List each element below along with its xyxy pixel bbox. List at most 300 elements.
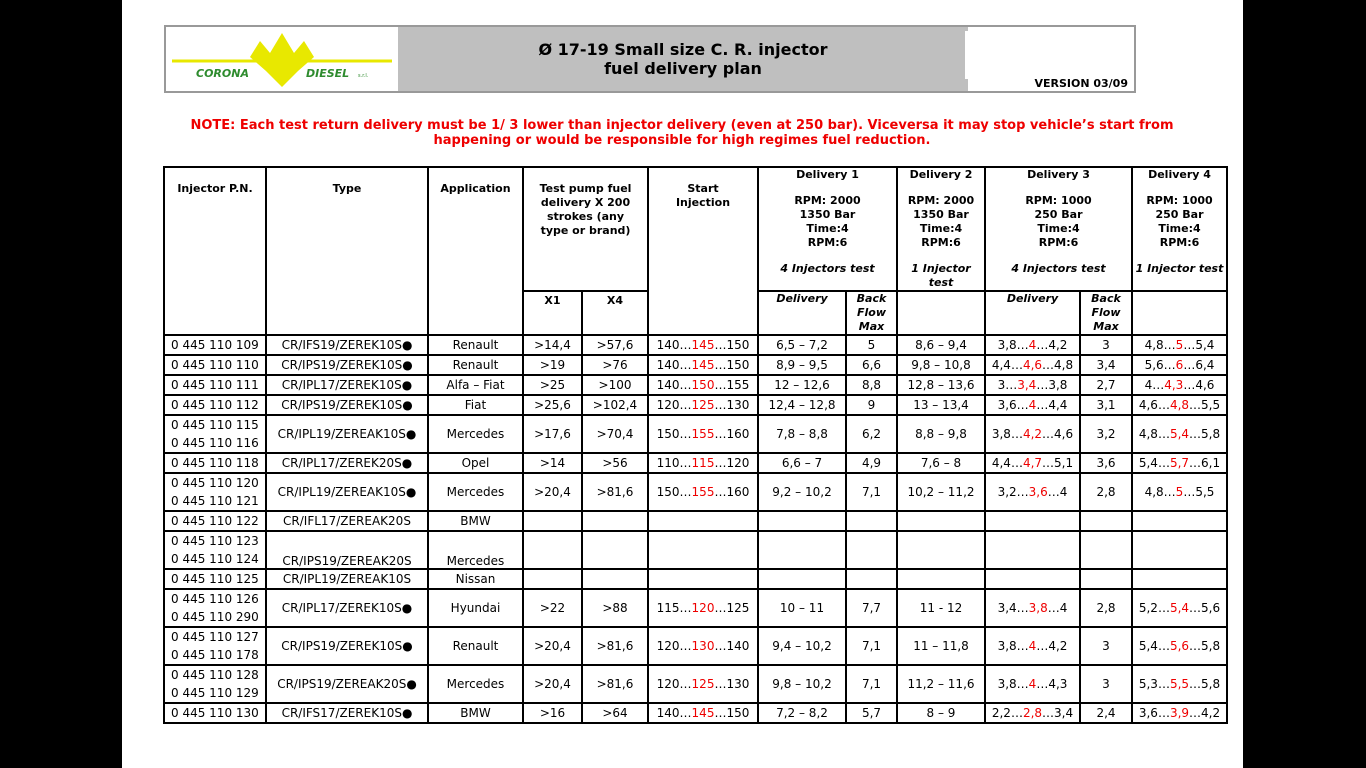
cell-delivery-2: 11 – 11,8 [897, 627, 985, 665]
cell-pn [164, 395, 266, 415]
cell-backflow-1: 6,6 [846, 355, 897, 375]
cell-delivery-3 [985, 627, 1080, 665]
col-header-delivery-3-backflow: Back Flow Max [1080, 291, 1132, 335]
cell-delivery-2: 13 – 13,4 [897, 395, 985, 415]
cell-delivery-4-mid: 4,8 [1169, 398, 1190, 412]
cell-type: CR/IPL17/ZEREK20S● [266, 453, 428, 473]
logo-text-left: CORONA [196, 67, 249, 80]
col-header-delivery-1-delivery: Delivery [758, 291, 846, 335]
cell-backflow-1: 9 [846, 395, 897, 415]
cell-start-injection-low: 120… [656, 639, 692, 653]
cell-start-injection-low: 115… [656, 601, 692, 615]
cell-start-injection-low: 120… [656, 677, 692, 691]
cell-delivery-2: 11 - 12 [897, 589, 985, 627]
cell-start-injection-high: …130 [714, 398, 750, 412]
cell-delivery-4-high: …5,8 [1189, 677, 1221, 691]
table-row [164, 531, 1227, 569]
cell-delivery-4-mid: 5,6 [1169, 639, 1190, 653]
cell-backflow-1: 8,8 [846, 375, 897, 395]
cell-delivery-4-low: 5,2… [1138, 601, 1170, 615]
cell-type: CR/IPS19/ZEREK10S● [266, 395, 428, 415]
cell-delivery-3-high: …4,2 [1036, 338, 1068, 352]
cell-start-injection [648, 473, 758, 511]
cell-start-injection-mid: 145 [691, 358, 715, 372]
cell-x4: >56 [582, 453, 648, 473]
table-row [164, 703, 1227, 723]
cell-x1: >19 [523, 355, 582, 375]
part-number: 0 445 110 110 [171, 358, 259, 372]
cell-application: Renault [428, 627, 523, 665]
cell-delivery-3-low: 4,4… [991, 456, 1023, 470]
cell-delivery-3-low: 3,6… [997, 398, 1029, 412]
cell-delivery-4 [1132, 335, 1227, 355]
cell-backflow-3 [1080, 531, 1132, 569]
cell-pn [164, 355, 266, 375]
cell-start-injection-mid: 145 [691, 706, 715, 720]
cell-delivery-3-low: 4,4… [991, 358, 1023, 372]
document-title: Ø 17-19 Small size C. R. injector [538, 40, 828, 59]
cell-delivery-4-low: 4,8… [1144, 485, 1176, 499]
cell-x1: >25,6 [523, 395, 582, 415]
cell-start-injection-low: 140… [656, 358, 692, 372]
cell-delivery-3-high: …4,2 [1036, 639, 1068, 653]
cell-x4: >76 [582, 355, 648, 375]
cell-pn [164, 665, 266, 703]
cell-delivery-4-high: …4,2 [1189, 706, 1221, 720]
cell-start-injection [648, 511, 758, 531]
cell-delivery-1: 6,5 – 7,2 [758, 335, 846, 355]
cell-pn [164, 335, 266, 355]
cell-x1: >20,4 [523, 627, 582, 665]
cell-pn [164, 415, 266, 453]
cell-delivery-3-mid: 2,8 [1022, 706, 1043, 720]
cell-start-injection [648, 703, 758, 723]
cell-delivery-4-mid: 6 [1175, 358, 1184, 372]
cell-delivery-4-high: …5,4 [1183, 338, 1215, 352]
cell-delivery-4-mid: 3,9 [1169, 706, 1190, 720]
cell-delivery-3 [985, 453, 1080, 473]
cell-x1 [523, 569, 582, 589]
cell-delivery-4 [1132, 375, 1227, 395]
cell-delivery-3-mid: 4,2 [1022, 427, 1043, 441]
cell-delivery-2 [897, 511, 985, 531]
cell-backflow-3: 3 [1080, 335, 1132, 355]
cell-start-injection-mid: 120 [691, 601, 715, 615]
cell-start-injection-high: …150 [714, 706, 750, 720]
cell-backflow-3: 2,8 [1080, 473, 1132, 511]
cell-application: Renault [428, 355, 523, 375]
table-row [164, 627, 1227, 665]
cell-x4: >81,6 [582, 627, 648, 665]
cell-type: CR/IFS19/ZEREK10S● [266, 335, 428, 355]
cell-delivery-3-mid: 3,8 [1028, 601, 1048, 615]
table-row [164, 375, 1227, 395]
part-number: 0 445 110 116 [171, 436, 259, 450]
cell-delivery-4 [1132, 665, 1227, 703]
part-number: 0 445 110 124 [171, 552, 259, 566]
cell-delivery-1: 9,4 – 10,2 [758, 627, 846, 665]
cell-x1: >20,4 [523, 473, 582, 511]
cell-delivery-3-high: …4 [1047, 601, 1068, 615]
cell-delivery-3-low: 2,2… [991, 706, 1023, 720]
cell-delivery-4 [1132, 355, 1227, 375]
col-header-application: Application [428, 167, 523, 335]
cell-pn [164, 703, 266, 723]
table-row [164, 511, 1227, 531]
cell-delivery-1 [758, 531, 846, 569]
table-row [164, 589, 1227, 627]
logo-text-suffix: s.r.l. [358, 73, 369, 79]
cell-delivery-4-low: 5,4… [1138, 639, 1170, 653]
col-header-start-injection: Start Injection [648, 167, 758, 335]
part-number: 0 445 110 112 [171, 398, 259, 412]
cell-backflow-3: 3,4 [1080, 355, 1132, 375]
cell-delivery-4-low: 4,8… [1138, 427, 1170, 441]
cell-delivery-3-low: 3,8… [997, 639, 1029, 653]
cell-delivery-1: 12 – 12,6 [758, 375, 846, 395]
cell-x1: >22 [523, 589, 582, 627]
cell-backflow-1: 7,1 [846, 627, 897, 665]
table-row [164, 453, 1227, 473]
cell-delivery-4-mid: 5 [1175, 485, 1184, 499]
cell-delivery-3 [985, 335, 1080, 355]
cell-delivery-3-mid: 4 [1028, 677, 1037, 691]
col-header-delivery-2-blank [897, 291, 985, 335]
delivery-table [163, 166, 1228, 724]
version-label: VERSION 03/09 [1034, 77, 1128, 90]
cell-start-injection [648, 627, 758, 665]
cell-delivery-3 [985, 665, 1080, 703]
col-header-type: Type [266, 167, 428, 335]
logo-text-right: DIESEL [306, 67, 350, 80]
cell-x1 [523, 531, 582, 569]
cell-type: CR/IFS17/ZEREK10S● [266, 703, 428, 723]
col-header-x4: X4 [582, 291, 648, 335]
cell-delivery-3-mid: 3,4 [1017, 378, 1037, 392]
cell-delivery-2: 8,6 – 9,4 [897, 335, 985, 355]
cell-start-injection-high: …140 [714, 639, 750, 653]
part-number: 0 445 110 127 [171, 630, 259, 644]
cell-pn [164, 531, 266, 569]
cell-start-injection [648, 531, 758, 569]
note-line-1: NOTE: Each test return delivery must be 1/ 3 lower than injector delivery (even at 250 bar). Viceversa it may stop vehicle’s start from [190, 118, 1174, 133]
cell-start-injection-low: 120… [656, 398, 692, 412]
cell-delivery-3 [985, 511, 1080, 531]
cell-application: BMW [428, 703, 523, 723]
cell-start-injection-high: …125 [714, 601, 750, 615]
cell-delivery-3-high: …5,1 [1042, 456, 1074, 470]
cell-type: CR/IPL19/ZEREAK10S● [266, 473, 428, 511]
cell-application: Nissan [428, 569, 523, 589]
cell-delivery-3-high: …4,4 [1036, 398, 1068, 412]
col-header-x1: X1 [523, 291, 582, 335]
cell-pn [164, 589, 266, 627]
cell-delivery-4-mid: 5,5 [1169, 677, 1190, 691]
cell-backflow-1: 7,1 [846, 473, 897, 511]
cell-delivery-4-mid: 5,7 [1169, 456, 1190, 470]
cell-application: Mercedes [428, 473, 523, 511]
cell-start-injection-mid: 125 [691, 677, 715, 691]
cell-backflow-1: 6,2 [846, 415, 897, 453]
part-number: 0 445 110 122 [171, 514, 259, 528]
note-text [182, 118, 1182, 148]
cell-start-injection [648, 415, 758, 453]
table-row [164, 415, 1227, 453]
cell-start-injection-mid: 130 [691, 639, 715, 653]
col-header-pn: Injector P.N. [164, 167, 266, 335]
cell-delivery-4 [1132, 473, 1227, 511]
part-number: 0 445 110 290 [171, 610, 259, 624]
cell-delivery-3-high: …3,4 [1042, 706, 1074, 720]
cell-start-injection [648, 665, 758, 703]
cell-delivery-4 [1132, 569, 1227, 589]
col-header-test-pump: Test pump fuel delivery X 200 strokes (any type or brand) [523, 167, 648, 291]
cell-delivery-3-mid: 4,6 [1022, 358, 1043, 372]
cell-delivery-3-mid: 3,6 [1028, 485, 1048, 499]
cell-delivery-2: 9,8 – 10,8 [897, 355, 985, 375]
table-row [164, 395, 1227, 415]
cell-delivery-4-high: …6,1 [1189, 456, 1221, 470]
cell-delivery-4-high: …5,5 [1189, 398, 1221, 412]
part-number: 0 445 110 128 [171, 668, 259, 682]
cell-backflow-3: 3,6 [1080, 453, 1132, 473]
cell-delivery-2: 12,8 – 13,6 [897, 375, 985, 395]
cell-start-injection-high: …150 [714, 358, 750, 372]
cell-delivery-4-mid: 5,4 [1169, 427, 1190, 441]
cell-delivery-4-mid: 5,4 [1169, 601, 1190, 615]
cell-delivery-3 [985, 355, 1080, 375]
cell-start-injection-low: 140… [656, 338, 692, 352]
cell-x4: >81,6 [582, 473, 648, 511]
cell-start-injection-low: 150… [656, 427, 692, 441]
cell-application: Mercedes [428, 531, 523, 569]
cell-x4: >102,4 [582, 395, 648, 415]
cell-start-injection [648, 453, 758, 473]
col-header-delivery-1-backflow: Back Flow Max [846, 291, 897, 335]
cell-application: Renault [428, 335, 523, 355]
cell-x4 [582, 511, 648, 531]
col-header-delivery-3-delivery: Delivery [985, 291, 1080, 335]
cell-delivery-1: 8,9 – 9,5 [758, 355, 846, 375]
cell-backflow-1 [846, 511, 897, 531]
cell-backflow-3: 3,2 [1080, 415, 1132, 453]
cell-application: Mercedes [428, 665, 523, 703]
cell-backflow-3: 2,8 [1080, 589, 1132, 627]
cell-pn [164, 569, 266, 589]
cell-delivery-4-low: 5,3… [1138, 677, 1170, 691]
cell-x4: >88 [582, 589, 648, 627]
cell-pn [164, 511, 266, 531]
cell-backflow-1: 7,7 [846, 589, 897, 627]
cell-start-injection-high: …160 [714, 485, 750, 499]
cell-x1: >25 [523, 375, 582, 395]
cell-type: CR/IPS19/ZEREAK20S● [266, 665, 428, 703]
cell-backflow-1: 7,1 [846, 665, 897, 703]
cell-delivery-3-mid: 4 [1028, 338, 1037, 352]
cell-backflow-3 [1080, 569, 1132, 589]
cell-delivery-3 [985, 589, 1080, 627]
document-header [164, 25, 1136, 93]
cell-backflow-1: 4,9 [846, 453, 897, 473]
cell-delivery-1 [758, 511, 846, 531]
cell-pn [164, 453, 266, 473]
cell-x1: >20,4 [523, 665, 582, 703]
cell-delivery-4-mid: 5 [1175, 338, 1184, 352]
cell-delivery-3-high: …3,8 [1036, 378, 1068, 392]
part-number: 0 445 110 123 [171, 534, 259, 548]
cell-delivery-3 [985, 395, 1080, 415]
part-number: 0 445 110 126 [171, 592, 259, 606]
cell-delivery-4-high: …5,8 [1189, 427, 1221, 441]
cell-backflow-1 [846, 531, 897, 569]
note-line-2: happening or would be responsible for high regimes fuel reduction. [433, 133, 931, 148]
cell-delivery-3-high: …4 [1047, 485, 1068, 499]
part-number: 0 445 110 178 [171, 648, 259, 662]
cell-delivery-3 [985, 473, 1080, 511]
cell-start-injection-low: 140… [656, 378, 692, 392]
cell-delivery-4 [1132, 531, 1227, 569]
cell-start-injection [648, 375, 758, 395]
part-number: 0 445 110 120 [171, 476, 259, 490]
cell-pn [164, 627, 266, 665]
col-header-delivery-1: Delivery 1 RPM: 2000 1350 Bar Time:4 RPM:6 4 Injectors test [758, 167, 897, 291]
part-number: 0 445 110 111 [171, 378, 259, 392]
cell-type: CR/IPS19/ZEREK10S● [266, 355, 428, 375]
part-number: 0 445 110 129 [171, 686, 259, 700]
cell-x1 [523, 511, 582, 531]
cell-delivery-2: 10,2 – 11,2 [897, 473, 985, 511]
cell-x4 [582, 569, 648, 589]
cell-delivery-3 [985, 415, 1080, 453]
cell-start-injection-high: …155 [714, 378, 750, 392]
cell-delivery-4-low: 5,4… [1138, 456, 1170, 470]
cell-start-injection-high: …160 [714, 427, 750, 441]
cell-backflow-1 [846, 569, 897, 589]
cell-start-injection-high: …120 [714, 456, 750, 470]
cell-delivery-3-low: 3,4… [997, 601, 1029, 615]
cell-delivery-4-low: 4… [1144, 378, 1165, 392]
cell-backflow-1: 5,7 [846, 703, 897, 723]
cell-x1: >17,6 [523, 415, 582, 453]
cell-backflow-3: 2,7 [1080, 375, 1132, 395]
cell-delivery-4 [1132, 415, 1227, 453]
cell-delivery-1 [758, 569, 846, 589]
cell-x1: >16 [523, 703, 582, 723]
cell-delivery-1: 9,2 – 10,2 [758, 473, 846, 511]
cell-delivery-4-high: …6,4 [1183, 358, 1215, 372]
cell-start-injection-mid: 155 [691, 427, 715, 441]
cell-delivery-3-mid: 4 [1028, 639, 1037, 653]
cell-backflow-1: 5 [846, 335, 897, 355]
cell-backflow-3 [1080, 511, 1132, 531]
cell-delivery-2: 7,6 – 8 [897, 453, 985, 473]
cell-delivery-3 [985, 703, 1080, 723]
cell-delivery-4-high: …5,8 [1189, 639, 1221, 653]
cell-delivery-4-high: …5,5 [1183, 485, 1215, 499]
col-header-delivery-4: Delivery 4 RPM: 1000 250 Bar Time:4 RPM:6 1 Injector test [1132, 167, 1227, 291]
title-band [398, 27, 968, 91]
cell-delivery-4-low: 4,6… [1138, 398, 1170, 412]
title-separator [965, 31, 968, 79]
cell-delivery-3-low: 3,8… [997, 677, 1029, 691]
cell-application: Alfa – Fiat [428, 375, 523, 395]
cell-application: Opel [428, 453, 523, 473]
cell-delivery-1: 9,8 – 10,2 [758, 665, 846, 703]
table-row [164, 355, 1227, 375]
part-number: 0 445 110 121 [171, 494, 259, 508]
cell-delivery-4 [1132, 589, 1227, 627]
cell-start-injection-high: …150 [714, 338, 750, 352]
cell-delivery-4 [1132, 453, 1227, 473]
cell-start-injection-high: …130 [714, 677, 750, 691]
cell-delivery-1: 10 – 11 [758, 589, 846, 627]
cell-type: CR/IPL17/ZEREK10S● [266, 375, 428, 395]
cell-start-injection [648, 395, 758, 415]
part-number: 0 445 110 125 [171, 572, 259, 586]
cell-backflow-3: 3 [1080, 627, 1132, 665]
table-row [164, 335, 1227, 355]
cell-delivery-1: 6,6 – 7 [758, 453, 846, 473]
cell-pn [164, 375, 266, 395]
cell-start-injection-mid: 150 [691, 378, 715, 392]
cell-delivery-3 [985, 569, 1080, 589]
cell-start-injection-low: 150… [656, 485, 692, 499]
cell-start-injection-mid: 155 [691, 485, 715, 499]
cell-delivery-3 [985, 375, 1080, 395]
cell-delivery-3-high: …4,6 [1042, 427, 1074, 441]
cell-x4: >64 [582, 703, 648, 723]
table-row [164, 473, 1227, 511]
cell-backflow-3: 2,4 [1080, 703, 1132, 723]
part-number: 0 445 110 118 [171, 456, 259, 470]
cell-delivery-3-low: 3… [997, 378, 1018, 392]
cell-start-injection [648, 569, 758, 589]
cell-application: Fiat [428, 395, 523, 415]
cell-delivery-4-low: 4,8… [1144, 338, 1176, 352]
cell-type: CR/IPL17/ZEREK10S● [266, 589, 428, 627]
cell-start-injection-low: 140… [656, 706, 692, 720]
cell-delivery-2: 11,2 – 11,6 [897, 665, 985, 703]
cell-x4: >57,6 [582, 335, 648, 355]
cell-delivery-4 [1132, 511, 1227, 531]
col-header-delivery-3: Delivery 3 RPM: 1000 250 Bar Time:4 RPM:6 4 Injectors test [985, 167, 1132, 291]
table-row [164, 665, 1227, 703]
cell-type: CR/IPL19/ZEREAK10S [266, 569, 428, 589]
cell-type: CR/IPS19/ZEREK10S● [266, 627, 428, 665]
cell-start-injection-mid: 125 [691, 398, 715, 412]
cell-application: BMW [428, 511, 523, 531]
cell-delivery-1: 7,2 – 8,2 [758, 703, 846, 723]
cell-delivery-2 [897, 569, 985, 589]
cell-start-injection [648, 355, 758, 375]
document-page [122, 0, 1243, 768]
cell-delivery-1: 7,8 – 8,8 [758, 415, 846, 453]
part-number: 0 445 110 130 [171, 706, 259, 720]
cell-start-injection-mid: 115 [691, 456, 715, 470]
part-number: 0 445 110 109 [171, 338, 259, 352]
company-logo [166, 27, 398, 91]
cell-delivery-2 [897, 531, 985, 569]
table-row [164, 569, 1227, 589]
cell-delivery-4-mid: 4,3 [1164, 378, 1184, 392]
cell-delivery-2: 8,8 – 9,8 [897, 415, 985, 453]
cell-type: CR/IFL17/ZEREAK20S [266, 511, 428, 531]
cell-start-injection-mid: 145 [691, 338, 715, 352]
cell-delivery-3-low: 3,8… [997, 338, 1029, 352]
cell-delivery-3 [985, 531, 1080, 569]
cell-backflow-3: 3,1 [1080, 395, 1132, 415]
cell-start-injection-low: 110… [656, 456, 692, 470]
